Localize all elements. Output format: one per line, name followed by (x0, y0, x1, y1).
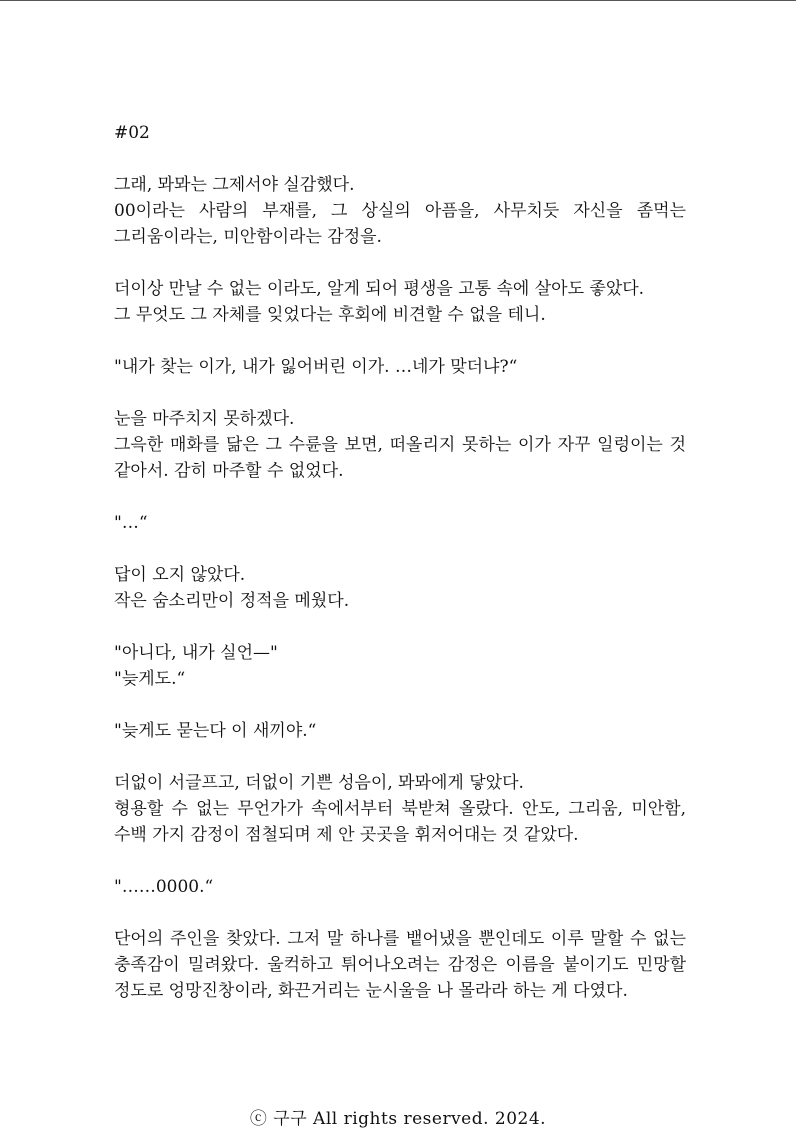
text-line: "…“ (114, 513, 148, 533)
text-line: 그윽한 매화를 닮은 그 수륜을 보면, 떠올리지 못하는 이가 자꾸 일렁이는 것 같아서. 감히 마주할 수 없었다. (114, 435, 686, 481)
paragraph (114, 406, 686, 484)
text-line: 그래, 뫄뫄는 그제서야 실감했다. (114, 175, 355, 195)
paragraph (114, 770, 686, 848)
text-line: "……0000.“ (114, 877, 214, 897)
text-line: 00이라는 사람의 부재를, 그 상실의 아픔을, 사무치듯 자신을 좀먹는 그리움이라는, 미안함이라는 감정을. (114, 201, 686, 247)
paragraph (114, 926, 686, 1004)
chapter-heading: #02 (114, 123, 150, 143)
text-line: 단어의 주인을 찾았다. 그저 말 하나를 뱉어냈을 뿐인데도 이루 말할 수 없는 충족감이 밀려왔다. 울컥하고 튀어나오려는 감정은 이름을 붙이기도 민망할 정도로 엉망진창이라, 화끈거리는 눈시울을 나 몰라라 하는 게 다였다. (114, 929, 686, 1001)
text-line: 답이 오지 않았다. (114, 565, 246, 585)
text-line: "내가 찾는 이가, 내가 잃어버린 이가. …네가 맞더냐?“ (114, 357, 518, 377)
dialogue-paragraph (114, 874, 686, 900)
text-line: 더없이 서글프고, 더없이 기쁜 성음이, 뫄뫄에게 닿았다. (114, 773, 524, 793)
text-line: 눈을 마주치지 못하겠다. (114, 409, 295, 429)
copyright-footer: ⓒ 구구 All rights reserved. 2024. (249, 1109, 547, 1129)
text-line: 더이상 만날 수 없는 이라도, 알게 되어 평생을 고통 속에 살아도 좋았다. (114, 279, 645, 299)
document-body (114, 120, 686, 1030)
paragraph (114, 276, 686, 328)
text-line: 그 무엇도 그 자체를 잊었다는 후회에 비견할 수 없을 테니. (114, 305, 546, 325)
dialogue-paragraph (114, 718, 686, 744)
text-line: "아니다, 내가 실언—" (114, 643, 278, 663)
page-top-border (0, 0, 796, 1)
paragraph (114, 172, 686, 250)
text-line: "늦게도 묻는다 이 새끼야.“ (114, 721, 317, 741)
text-line: "늦게도.“ (114, 669, 186, 689)
text-line: 작은 숨소리만이 정적을 메웠다. (114, 591, 350, 611)
text-line: 형용할 수 없는 무언가가 속에서부터 북받쳐 올랐다. 안도, 그리움, 미안함, 수백 가지 감정이 점철되며 제 안 곳곳을 휘저어대는 것 같았다. (114, 799, 686, 845)
dialogue-paragraph (114, 354, 686, 380)
dialogue-paragraph (114, 640, 686, 692)
dialogue-paragraph (114, 510, 686, 536)
paragraph (114, 562, 686, 614)
